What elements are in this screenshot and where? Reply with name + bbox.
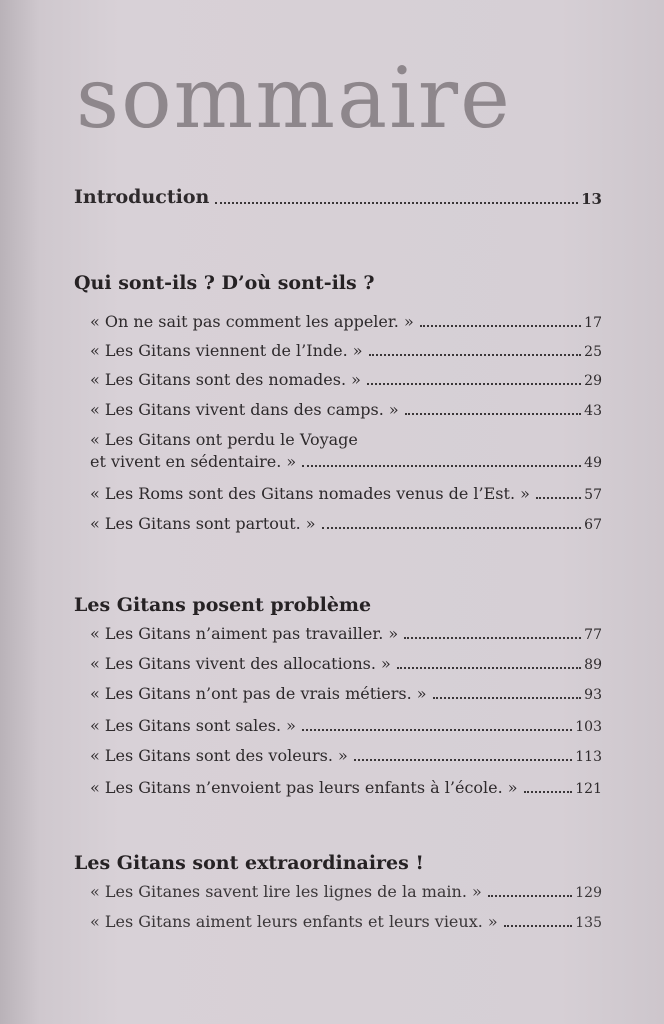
dot-leader [397, 667, 581, 669]
toc-entry-label: « Les Gitans vivent dans des camps. » [90, 400, 399, 419]
dot-leader [504, 925, 573, 927]
toc-entry-introduction [74, 186, 602, 208]
toc-entry-label: « Les Roms sont des Gitans nomades venus de l’Est. » [90, 484, 530, 503]
dot-leader [524, 791, 573, 793]
dot-leader [369, 354, 582, 356]
toc-entry-label: « Les Gitans n’ont pas de vrais métiers. » [90, 684, 427, 703]
toc-entry [90, 341, 602, 360]
toc-entry-page: 129 [575, 885, 602, 901]
toc-entry-page: 135 [575, 915, 602, 931]
section-title: Les Gitans sont extraordinaires ! [74, 852, 424, 874]
dot-leader [404, 637, 581, 639]
toc-entry [90, 624, 602, 643]
toc-entry-page: 43 [584, 403, 602, 419]
toc-entry [90, 514, 602, 533]
toc-entry-label: « Les Gitans sont des nomades. » [90, 370, 361, 389]
toc-entry-label: Introduction [74, 186, 210, 208]
toc-entry-page: 17 [584, 315, 602, 331]
toc-entry [90, 778, 602, 797]
toc-entry-label: « Les Gitans vivent des allocations. » [90, 654, 391, 673]
dot-leader [215, 202, 578, 204]
toc-entry-page: 103 [575, 719, 602, 735]
toc-entry-label: « Les Gitans viennent de l’Inde. » [90, 341, 363, 360]
dot-leader [302, 729, 572, 731]
toc-entry [90, 912, 602, 931]
section-title: Qui sont-ils ? D’où sont-ils ? [74, 272, 375, 294]
dot-leader [405, 413, 581, 415]
toc-entry-page: 25 [584, 344, 602, 360]
toc-entry [90, 370, 602, 389]
toc-entry-page: 89 [584, 657, 602, 673]
dot-leader [433, 697, 582, 699]
toc-entry-label: « On ne sait pas comment les appeler. » [90, 312, 414, 331]
toc-entry-page: 57 [584, 487, 602, 503]
toc-entry-label: « Les Gitans n’aiment pas travailler. » [90, 624, 399, 643]
dot-leader [354, 759, 572, 761]
dot-leader [488, 895, 572, 897]
dot-leader [367, 383, 581, 385]
toc-entry [90, 684, 602, 703]
dot-leader [302, 465, 581, 467]
toc-entry-page: 113 [575, 749, 602, 765]
dot-leader [322, 527, 582, 529]
toc-entry-label: et vivent en sédentaire. » [90, 452, 297, 471]
toc-entry-label: « Les Gitans sont des voleurs. » [90, 746, 348, 765]
toc-entry-page: 121 [575, 781, 602, 797]
dot-leader [536, 497, 581, 499]
toc-entry [90, 484, 602, 503]
toc-entry [90, 312, 602, 331]
toc-entry-page: 77 [584, 627, 602, 643]
toc-entry-label: « Les Gitans n’envoient pas leurs enfants à l’école. » [90, 778, 518, 797]
toc-entry-label: « Les Gitans sont partout. » [90, 514, 316, 533]
toc-entry-page: 67 [584, 517, 602, 533]
toc-entry-label-line1: « Les Gitans ont perdu le Voyage [90, 430, 358, 449]
toc-entry-page: 93 [584, 687, 602, 703]
dot-leader [420, 325, 581, 327]
toc-entry-label: « Les Gitans sont sales. » [90, 716, 296, 735]
page-title: sommaire [76, 49, 512, 147]
toc-entry [90, 452, 602, 471]
toc-entry-label: « Les Gitanes savent lire les lignes de la main. » [90, 882, 482, 901]
toc-entry-page: 49 [584, 455, 602, 471]
toc-entry [90, 746, 602, 765]
toc-entry [90, 400, 602, 419]
toc-entry-page: 29 [584, 373, 602, 389]
toc-entry-page: 13 [581, 190, 602, 208]
toc-entry [90, 654, 602, 673]
toc-entry-label: « Les Gitans aiment leurs enfants et leurs vieux. » [90, 912, 498, 931]
toc-entry [90, 882, 602, 901]
toc-entry [90, 716, 602, 735]
section-title: Les Gitans posent problème [74, 594, 372, 616]
